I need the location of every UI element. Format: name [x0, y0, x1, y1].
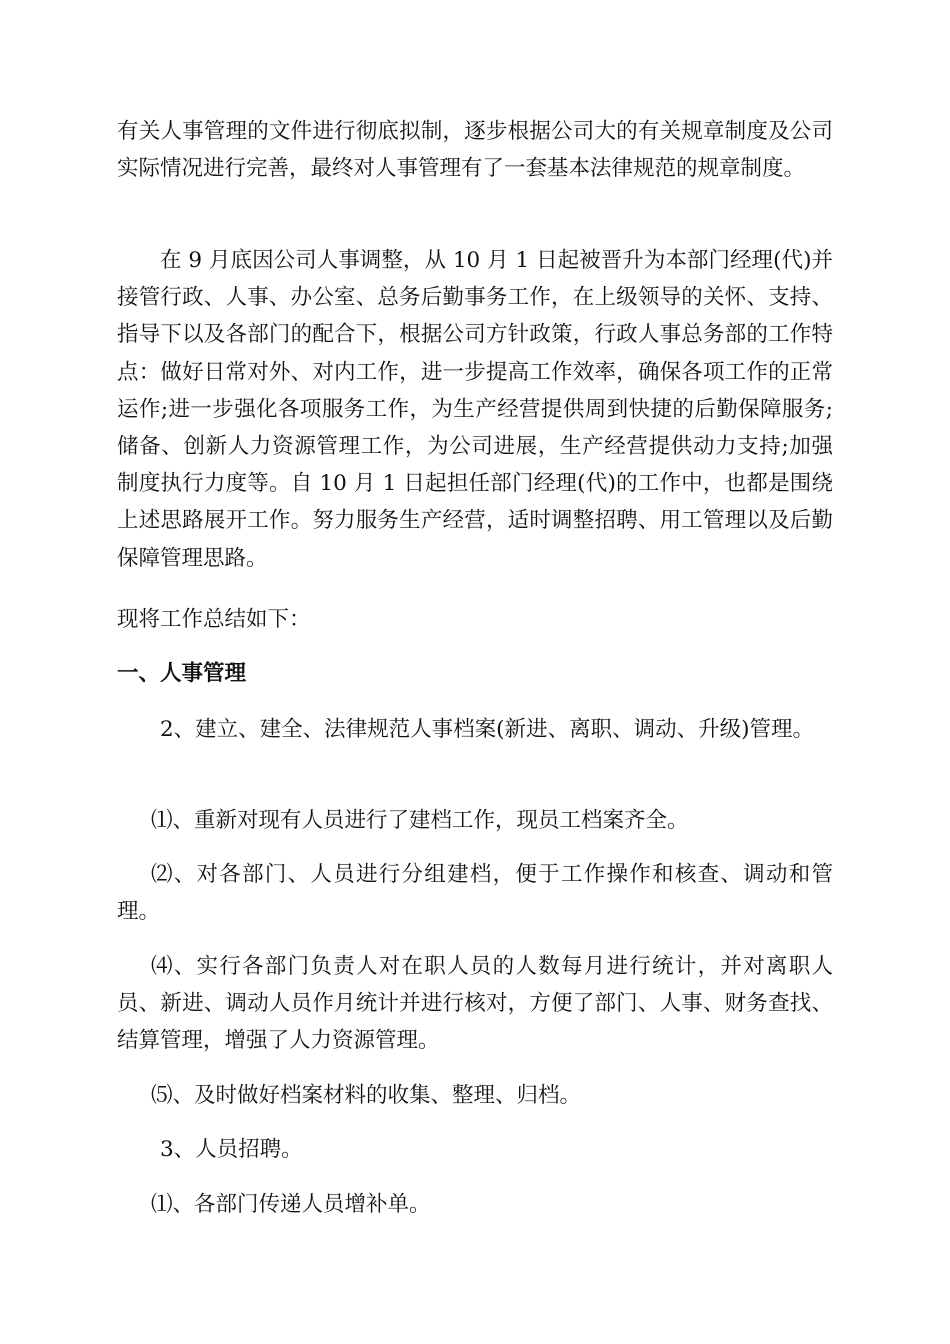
- paragraph-regulations: 有关人事管理的文件进行彻底拟制，逐步根据公司大的有关规章制度及公司实际情况进行完善，最终对人事管理有了一套基本法律规范的规章制度。: [117, 119, 833, 182]
- item-archives: 2、建立、建全、法律规范人事档案(新进、离职、调动、升级)管理。: [160, 717, 814, 742]
- item-archives-4: ⑷、实行各部门负责人对在职人员的人数每月进行统计，并对离职人员、新进、调动人员作月统计并进行核对，方便了部门、人事、财务查找、结算管理，增强了人力资源管理。: [117, 954, 833, 1054]
- item-archives-5: ⑸、及时做好档案材料的收集、整理、归档。: [151, 1083, 582, 1108]
- paragraph-summary-intro: 现将工作总结如下：: [117, 607, 311, 632]
- item-archives-1: ⑴、重新对现有人员进行了建档工作，现员工档案齐全。: [151, 808, 689, 833]
- item-recruitment: 3、人员招聘。: [160, 1137, 303, 1162]
- paragraph-promotion: 在 9 月底因公司人事调整，从 10 月 1 日起被晋升为本部门经理(代)并接管行政、人事、办公室、总务后勤事务工作，在上级领导的关怀、支持、指导下以及各部门的配合下，根据公司方针政策，行政人事总务部的工作特点：做好日常对外、对内工作，进一步提高工作效率，确保各项工作的正常运作;进一步强化各项服务工作，为生产经营提供周到快捷的后勤保障服务;储备、创新人力资源管理工作，为公司进展，生产经营提供动力支持;加强制度执行力度等。自 10 月 1 日起担任部门经理(代)的工作中，也都是围绕上述思路展开工作。努力服务生产经营，适时调整招聘、用工管理以及后勤保障管理思路。: [117, 248, 833, 571]
- section-heading-hr: 一、人事管理: [117, 661, 247, 686]
- item-archives-2: ⑵、对各部门、人员进行分组建档，便于工作操作和核查、调动和管理。: [117, 862, 833, 925]
- item-recruitment-1: ⑴、各部门传递人员增补单。: [151, 1192, 431, 1217]
